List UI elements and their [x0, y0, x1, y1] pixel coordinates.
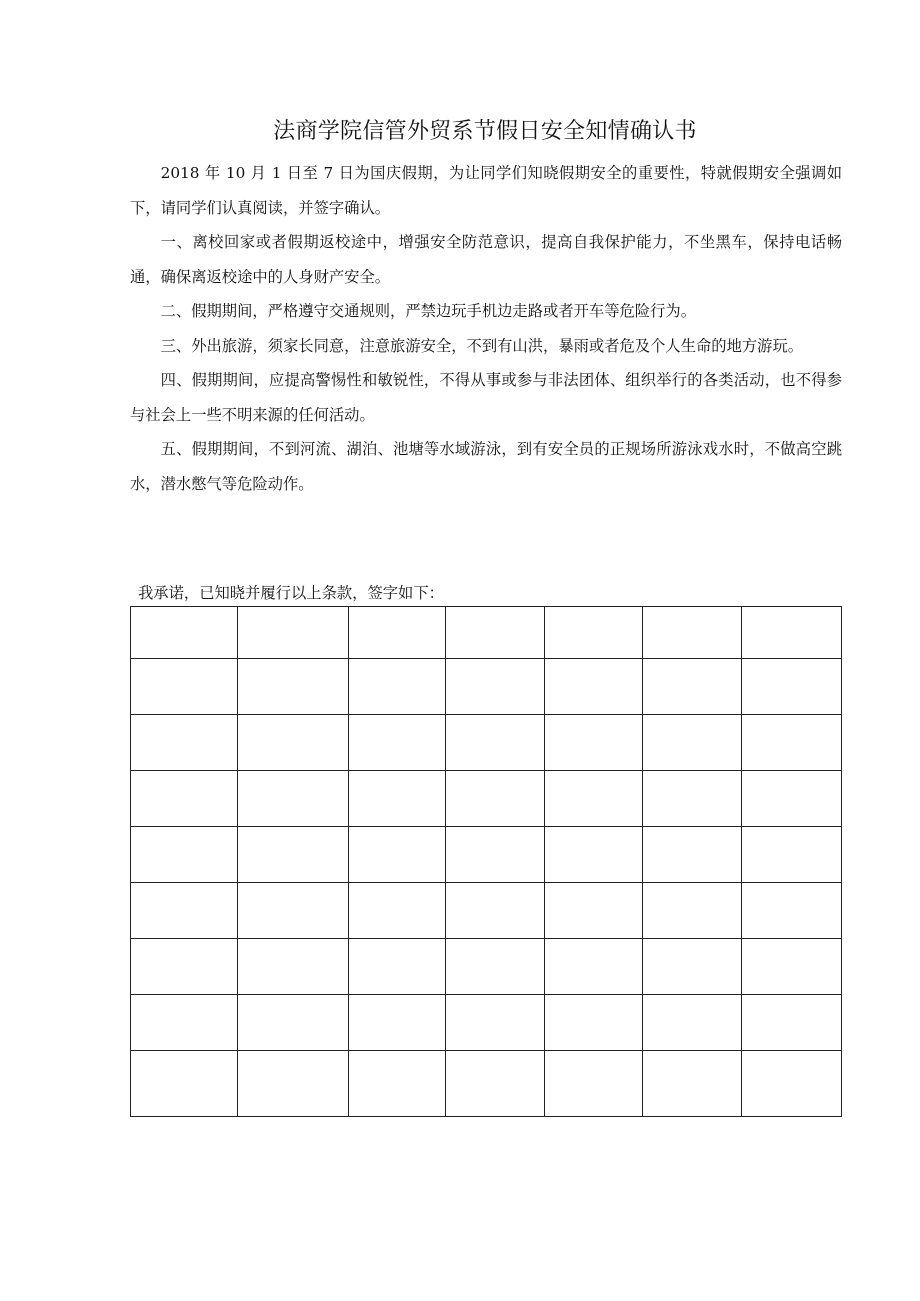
rule-item-5: 五、假期期间，不到河流、湖泊、池塘等水域游泳，到有安全员的正规场所游泳戏水时，不做高空跳水，潜水憋气等危险动作。 — [130, 440, 842, 493]
signature-cell[interactable] — [238, 883, 349, 939]
signature-cell[interactable] — [643, 827, 742, 883]
signature-cell[interactable] — [446, 1051, 545, 1117]
signature-cell[interactable] — [349, 607, 446, 659]
pledge-statement: 我承诺，已知晓并履行以上条款，签字如下： — [138, 584, 444, 602]
signature-cell[interactable] — [238, 607, 349, 659]
signature-cell[interactable] — [446, 827, 545, 883]
signature-row — [131, 1051, 842, 1117]
signature-cell[interactable] — [131, 659, 238, 715]
signature-row — [131, 771, 842, 827]
signature-cell[interactable] — [643, 659, 742, 715]
signature-cell[interactable] — [446, 715, 545, 771]
signature-cell[interactable] — [131, 883, 238, 939]
signature-cell[interactable] — [349, 659, 446, 715]
signature-cell[interactable] — [742, 715, 842, 771]
signature-cell[interactable] — [742, 827, 842, 883]
signature-cell[interactable] — [349, 715, 446, 771]
signature-cell[interactable] — [446, 995, 545, 1051]
signature-cell[interactable] — [446, 659, 545, 715]
signature-cell[interactable] — [349, 939, 446, 995]
signature-row — [131, 827, 842, 883]
signature-cell[interactable] — [349, 771, 446, 827]
signature-row — [131, 995, 842, 1051]
signature-cell[interactable] — [643, 771, 742, 827]
signature-cell[interactable] — [545, 995, 643, 1051]
signature-cell[interactable] — [742, 995, 842, 1051]
signature-cell[interactable] — [238, 939, 349, 995]
signature-cell[interactable] — [545, 827, 643, 883]
signature-cell[interactable] — [349, 1051, 446, 1117]
signature-cell[interactable] — [131, 827, 238, 883]
signature-cell[interactable] — [238, 1051, 349, 1117]
signature-cell[interactable] — [238, 995, 349, 1051]
signature-cell[interactable] — [131, 715, 238, 771]
signature-cell[interactable] — [742, 771, 842, 827]
signature-cell[interactable] — [131, 771, 238, 827]
signature-cell[interactable] — [349, 995, 446, 1051]
signature-cell[interactable] — [742, 607, 842, 659]
signature-cell[interactable] — [643, 939, 742, 995]
signature-cell[interactable] — [131, 1051, 238, 1117]
signature-cell[interactable] — [238, 771, 349, 827]
signature-cell[interactable] — [742, 883, 842, 939]
signature-cell[interactable] — [643, 607, 742, 659]
document-body — [130, 156, 842, 501]
signature-cell[interactable] — [643, 883, 742, 939]
signature-cell[interactable] — [643, 1051, 742, 1117]
signature-row — [131, 607, 842, 659]
signature-cell[interactable] — [238, 827, 349, 883]
signature-cell[interactable] — [446, 939, 545, 995]
signature-cell[interactable] — [545, 883, 643, 939]
rule-item-4: 四、假期期间，应提高警惕性和敏锐性，不得从事或参与非法团体、组织举行的各类活动，也不得参与社会上一些不明来源的任何活动。 — [130, 371, 842, 424]
signature-cell[interactable] — [238, 715, 349, 771]
rule-item-1: 一、离校回家或者假期返校途中，增强安全防范意识，提高自我保护能力，不坐黑车，保持电话畅通，确保离返校途中的人身财产安全。 — [130, 233, 842, 286]
rule-item-3: 三、外出旅游，须家长同意，注意旅游安全，不到有山洪，暴雨或者危及个人生命的地方游玩。 — [160, 336, 804, 355]
signature-cell[interactable] — [643, 715, 742, 771]
rule-item-2: 二、假期期间，严格遵守交通规则，严禁边玩手机边走路或者开车等危险行为。 — [160, 302, 696, 320]
signature-cell[interactable] — [131, 607, 238, 659]
signature-table — [130, 606, 842, 1117]
signature-row — [131, 715, 842, 771]
signature-cell[interactable] — [545, 607, 643, 659]
signature-cell[interactable] — [742, 1051, 842, 1117]
signature-cell[interactable] — [545, 659, 643, 715]
signature-cell[interactable] — [446, 607, 545, 659]
signature-cell[interactable] — [349, 827, 446, 883]
intro-paragraph: 2018 年 10 月 1 日至 7 日为国庆假期，为让同学们知晓假期安全的重要性，特就假期安全强调如下，请同学们认真阅读，并签字确认。 — [130, 164, 842, 217]
signature-cell[interactable] — [545, 939, 643, 995]
signature-cell[interactable] — [545, 1051, 643, 1117]
signature-cell[interactable] — [131, 939, 238, 995]
signature-cell[interactable] — [545, 715, 643, 771]
signature-row — [131, 939, 842, 995]
signature-cell[interactable] — [545, 771, 643, 827]
signature-cell[interactable] — [131, 995, 238, 1051]
signature-cell[interactable] — [446, 771, 545, 827]
signature-cell[interactable] — [238, 659, 349, 715]
signature-cell[interactable] — [643, 995, 742, 1051]
signature-cell[interactable] — [742, 659, 842, 715]
signature-row — [131, 883, 842, 939]
signature-cell[interactable] — [349, 883, 446, 939]
signature-row — [131, 659, 842, 715]
signature-cell[interactable] — [742, 939, 842, 995]
signature-cell[interactable] — [446, 883, 545, 939]
document-title: 法商学院信管外贸系节假日安全知情确认书 — [273, 119, 697, 144]
